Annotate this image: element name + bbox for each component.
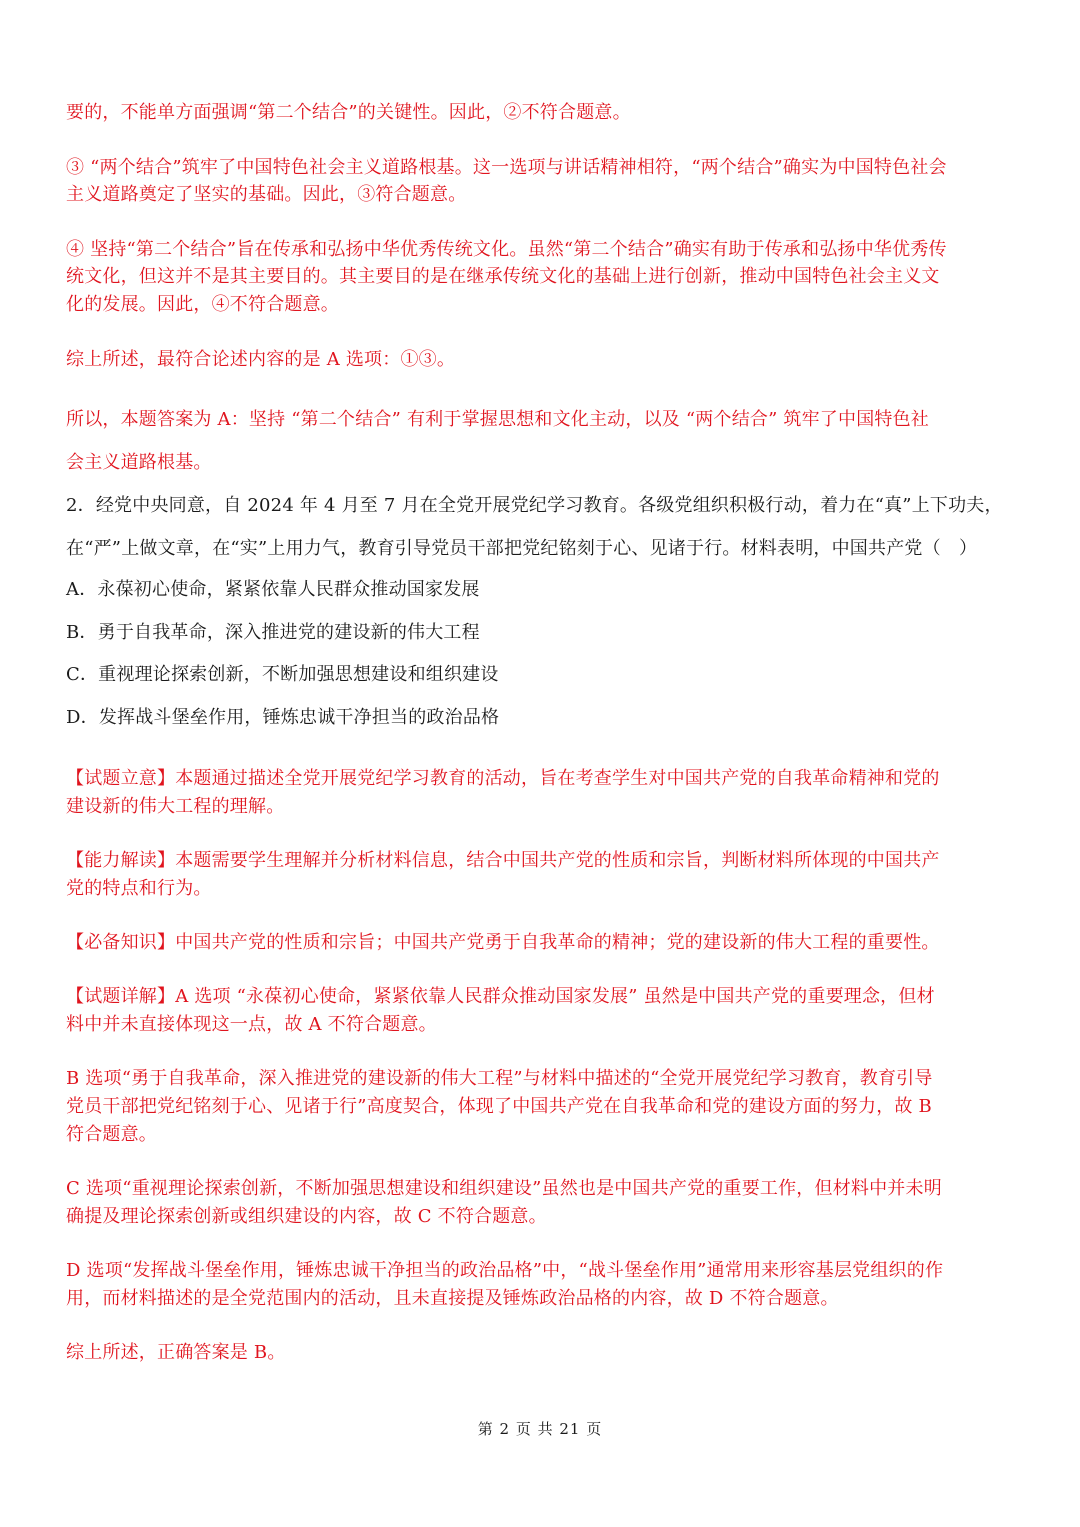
answer-statement-line: 会主义道路根基。 xyxy=(66,452,212,473)
option-c: C．重视理论探索创新，不断加强思想建设和组织建设 xyxy=(66,664,499,685)
answer-statement-line: 所以，本题答案为 A：坚持 “第二个结合” 有利于掌握思想和文化主动，以及 “两个结合” 筑牢了中国特色社 xyxy=(66,409,930,430)
final-conclusion: 综上所述，正确答案是 B。 xyxy=(66,1342,286,1363)
option-b: B．勇于自我革命，深入推进党的建设新的伟大工程 xyxy=(66,622,480,643)
option-d-explanation-line: 用，而材料描述的是全党范围内的活动，且未直接提及锤炼政治品格的内容，故 D 不符合题意。 xyxy=(66,1288,839,1309)
question-stem-line: 在“严”上做文章，在“实”上用力气，教育引导党员干部把党纪铭刻于心、见诸于行。材料表明，中国共产党（ ） xyxy=(66,538,978,559)
option-d: D．发挥战斗堡垒作用，锤炼忠诚干净担当的政治品格 xyxy=(66,707,500,728)
ability-interpretation-line: 党的特点和行为。 xyxy=(66,878,212,899)
analysis-paragraph-line: 化的发展。因此，④不符合题意。 xyxy=(66,294,339,315)
question-stem-line: 2．经党中央同意，自 2024 年 4 月至 7 月在全党开展党纪学习教育。各级党组织积极行动，着力在“真”上下功夫， xyxy=(66,495,1003,516)
test-intent-line: 建设新的伟大工程的理解。 xyxy=(66,796,285,817)
test-intent-line: 【试题立意】本题通过描述全党开展党纪学习教育的活动，旨在考查学生对中国共产党的自我革命精神和党的 xyxy=(66,768,940,789)
option-b-explanation-line: 符合题意。 xyxy=(66,1124,157,1145)
option-b-explanation-line: 党员干部把党纪铭刻于心、见诸于行”高度契合，体现了中国共产党在自我革命和党的建设方面的努力，故 B xyxy=(66,1096,932,1117)
option-d-explanation-line: D 选项“发挥战斗堡垒作用，锤炼忠诚干净担当的政治品格”中，“战斗堡垒作用”通常用来形容基层党组织的作 xyxy=(66,1260,944,1281)
option-a: A．永葆初心使命，紧紧依靠人民群众推动国家发展 xyxy=(66,579,480,600)
analysis-paragraph-line: ③ “两个结合”筑牢了中国特色社会主义道路根基。这一选项与讲话精神相符，“两个结合”确实为中国特色社会 xyxy=(66,157,947,178)
required-knowledge: 【必备知识】中国共产党的性质和宗旨；中国共产党勇于自我革命的精神；党的建设新的伟大工程的重要性。 xyxy=(66,932,940,953)
ability-interpretation-line: 【能力解读】本题需要学生理解并分析材料信息，结合中国共产党的性质和宗旨，判断材料所体现的中国共产 xyxy=(66,850,940,871)
analysis-paragraph-line: 主义道路奠定了坚实的基础。因此，③符合题意。 xyxy=(66,184,467,205)
analysis-summary: 综上所述，最符合论述内容的是 A 选项：①③。 xyxy=(66,349,456,370)
analysis-paragraph-line: 统文化，但这并不是其主要目的。其主要目的是在继承传统文化的基础上进行创新，推动中国特色社会主义文 xyxy=(66,266,940,287)
option-b-explanation-line: B 选项“勇于自我革命，深入推进党的建设新的伟大工程”与材料中描述的“全党开展党纪学习教育，教育引导 xyxy=(66,1068,933,1089)
detail-explanation-line: 料中并未直接体现这一点，故 A 不符合题意。 xyxy=(66,1014,437,1035)
page-number-footer: 第 2 页 共 21 页 xyxy=(477,1420,603,1438)
option-c-explanation-line: C 选项“重视理论探索创新，不断加强思想建设和组织建设”虽然也是中国共产党的重要工作，但材料中并未明 xyxy=(66,1178,942,1199)
analysis-paragraph-line: 要的，不能单方面强调“第二个结合”的关键性。因此，②不符合题意。 xyxy=(66,102,631,123)
detail-explanation-line: 【试题详解】A 选项 “永葆初心使命，紧紧依靠人民群众推动国家发展” 虽然是中国共产党的重要理念，但材 xyxy=(66,986,935,1007)
option-c-explanation-line: 确提及理论探索创新或组织建设的内容，故 C 不符合题意。 xyxy=(66,1206,547,1227)
analysis-paragraph-line: ④ 坚持“第二个结合”旨在传承和弘扬中华优秀传统文化。虽然“第二个结合”确实有助于传承和弘扬中华优秀传 xyxy=(66,239,947,260)
